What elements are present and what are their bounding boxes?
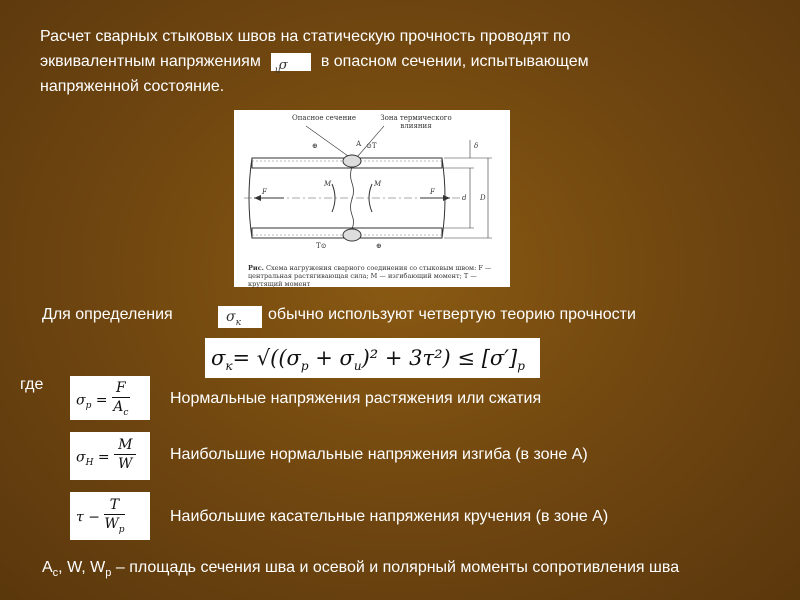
label-plus-bottom: ⊕ [376, 242, 382, 250]
intro-line-3: напряженной состояние. [40, 78, 225, 95]
label-t-bottom: T⊙ [316, 242, 327, 250]
label-f-right: F [430, 188, 435, 196]
weld-joint-figure [234, 110, 510, 287]
label-delta: δ [474, 142, 479, 150]
term-desc-tension: Нормальные напряжения растяжения или сжатия [170, 390, 542, 407]
term-desc-torsion: Наибольшие касательные напряжения кручения (в зоне А) [170, 508, 609, 525]
equivalent-stress-formula: $\sigma_к= √((\sigma_р + \sigma_и)^2 + 3\tau^2) \le [\sigma']_р$ [205, 338, 540, 378]
formula-sigma-p: $\sigma_р$ = $\frac{F}{A_c}$ [70, 376, 150, 420]
sigma-i-symbol: σ $_и$ [271, 53, 311, 71]
label-f-left: F [262, 188, 267, 196]
weld-joint-diagram [234, 110, 510, 260]
label-heat-zone: Зона термического влияния [380, 114, 452, 130]
label-plus-top: ⊕ [312, 142, 318, 150]
bottom-note: $A_c$, W, $W_p$ – площадь сечения шва и осевой и полярный моменты сопротивления шва [42, 559, 680, 580]
label-danger-section: Опасное сечение [292, 114, 357, 122]
label-a: А [356, 140, 362, 148]
label-d: d [462, 194, 467, 202]
label-m-right: M [374, 180, 382, 188]
definition-before: Для определения [42, 306, 173, 323]
sigma-k-symbol: $\sigma_к$ [218, 306, 262, 328]
figure-caption: Рис. Схема нагружения сварного соединения со стыковым швом: F — центральная растягивающая сила; M — изгибающий момент; T — крутящий момент [248, 264, 492, 288]
where-label: где [20, 376, 44, 393]
intro-line-2: эквивалентным напряжениям σ $_и$ в опасном сечении, испытывающем [40, 53, 589, 76]
intro-line-1: Расчет сварных стыковых швов на статическую прочность проводят по [40, 28, 571, 45]
formula-tau: τ − $\frac{T}{W_p}$ [70, 492, 150, 540]
definition-after: обычно используют четвертую теорию прочности [268, 306, 636, 323]
label-t-top: ⊙T [366, 142, 377, 150]
intro-text [40, 24, 740, 99]
formula-sigma-h: $\sigma_Н$ = $\frac{M}{W}$ [70, 432, 150, 480]
label-big-d: D [480, 194, 486, 202]
term-desc-bending: Наибольшие нормальные напряжения изгиба (в зоне А) [170, 446, 588, 463]
label-m-left: M [324, 180, 332, 188]
